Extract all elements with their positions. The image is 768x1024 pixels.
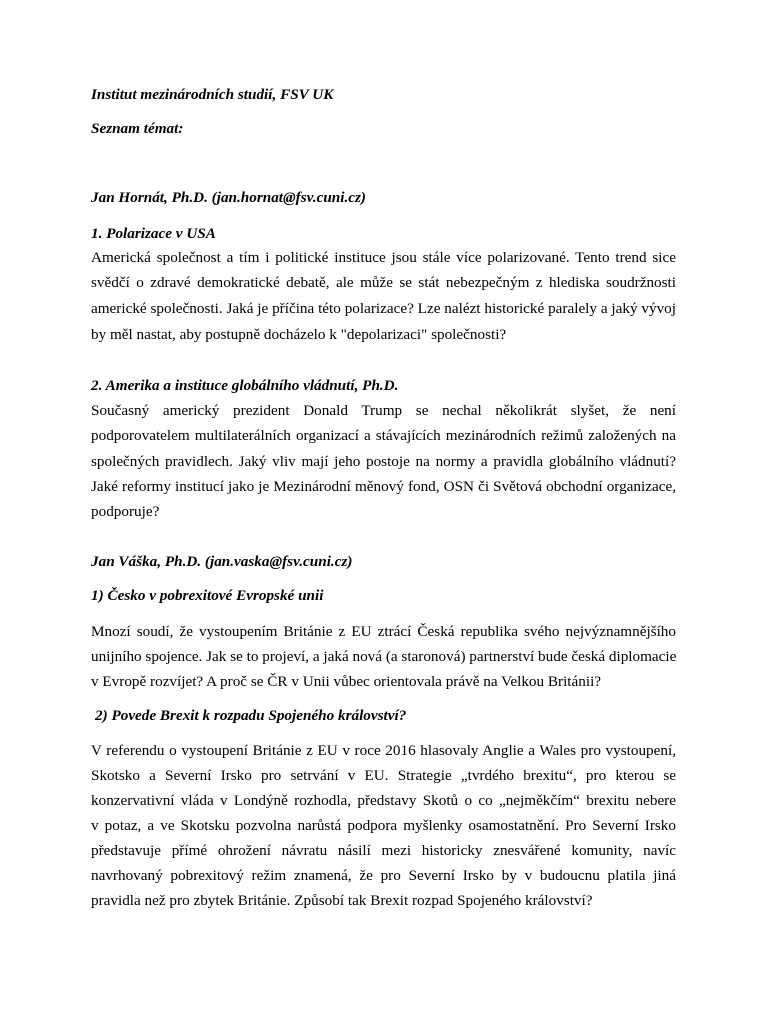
paragraph-line: v potaz, a ve Skotsku pozvolna narůstá podpora myšlenky osamostatnění. Pro Severní Irsko	[91, 817, 676, 834]
author-heading: Jan Hornát, Ph.D. (jan.hornat@fsv.cuni.cz)	[91, 189, 366, 206]
paragraph-line: podporuje?	[91, 503, 160, 520]
topics-list-heading: Seznam témat:	[91, 120, 184, 137]
paragraph-line: konzervativní vláda v Londýně rozhodla, představy Skotů o co „nejměkčím“ brexitu nebere	[91, 792, 676, 809]
paragraph-line: pravidla než pro zbytek Británie. Způsobí tak Brexit rozpad Spojeného království?	[91, 892, 593, 909]
paragraph-line: podporovatelem multilaterálních organizací a stávajících mezinárodních režimů založených na	[91, 427, 676, 444]
paragraph-line: v Evropě rozvíjet? A proč se ČR v Unii vůbec orientovala právě na Velkou Británii?	[91, 673, 602, 690]
paragraph-line: Skotsko a Severní Irsko pro setrvání v EU. Strategie „tvrdého brexitu“, pro kterou se	[91, 767, 676, 784]
paragraph-line: Současný americký prezident Donald Trump se nechal několikrát slyšet, že není	[91, 402, 676, 419]
paragraph-line: V referendu o vystoupení Británie z EU v roce 2016 hlasovaly Anglie a Wales pro vystoupení,	[91, 742, 676, 759]
paragraph-line: Americká společnost a tím i politické instituce jsou stále více polarizované. Tento trend sice	[91, 249, 676, 266]
paragraph-line: navrhovaný pobrexitový režim znamená, že pro Severní Irsko by v budoucnu platila jiná	[91, 867, 676, 884]
topic-title: 1) Česko v pobrexitové Evropské unii	[91, 587, 324, 604]
paragraph-line: americké společnosti. Jaká je příčina této polarizace? Lze nalézt historické paralely a jaký vývoj	[91, 300, 676, 317]
paragraph-line: svědčí o zdravé demokratické debatě, ale může se stát nebezpečným z hlediska soudržnosti	[91, 274, 676, 291]
paragraph-line: představuje přímé ohrožení návratu násilí mezi historicky znesvářené komunity, navíc	[91, 842, 676, 859]
paragraph-line: by měl nastat, aby postupně docházelo k "depolarizaci" společnosti?	[91, 326, 507, 343]
institution-heading: Institut mezinárodních studií, FSV UK	[91, 86, 334, 103]
author-heading: Jan Váška, Ph.D. (jan.vaska@fsv.cuni.cz)	[91, 553, 353, 570]
topic-title: 1. Polarizace v USA	[91, 225, 216, 242]
topic-title: 2) Povede Brexit k rozpadu Spojeného království?	[95, 707, 407, 724]
paragraph-line: Jaké reformy institucí jako je Mezinárodní měnový fond, OSN či Světová obchodní organizace,	[91, 478, 676, 495]
topic-title: 2. Amerika a instituce globálního vládnutí, Ph.D.	[91, 377, 399, 394]
paragraph-line: unijního spojence. Jak se to projeví, a jaká nová (a staronová) partnerství bude česká diplomacie	[91, 648, 677, 665]
paragraph-line: společných pravidlech. Jaký vliv mají jeho postoje na normy a pravidla globálního vládnutí?	[91, 453, 676, 470]
paragraph-line: Mnozí soudí, že vystoupením Británie z EU ztrácí Česká republika svého nejvýznamnějšího	[91, 623, 676, 640]
